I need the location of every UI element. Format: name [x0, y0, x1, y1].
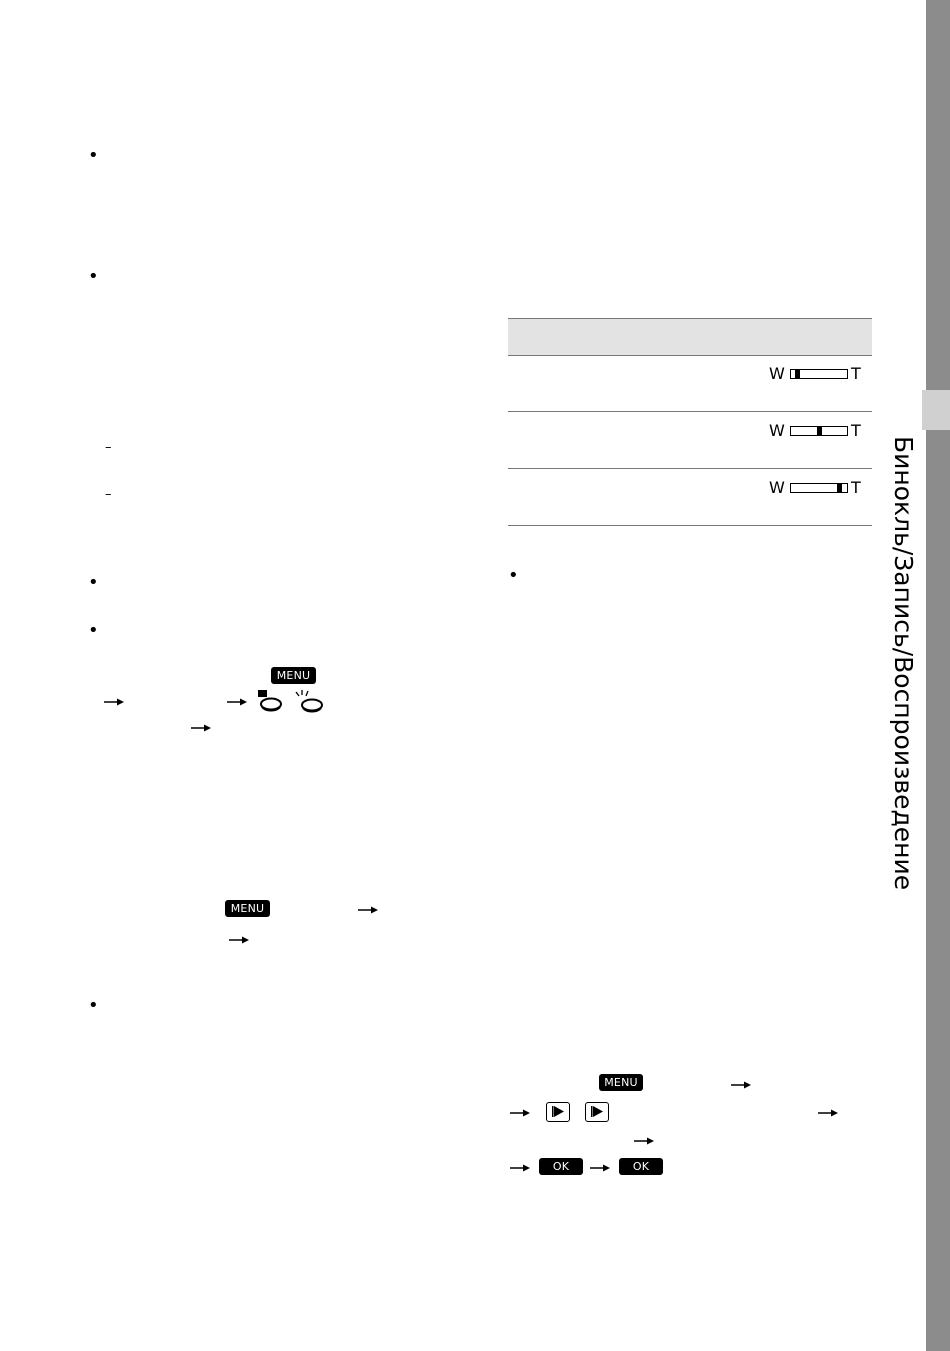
- zoom-tele-label: T: [851, 478, 861, 497]
- dash-1: –: [105, 440, 112, 455]
- arrow-right-icon: [191, 723, 211, 733]
- zoom-table-header: [508, 318, 872, 356]
- ok-button-2[interactable]: OK: [619, 1158, 663, 1175]
- zoom-indicator-bar: [790, 369, 848, 379]
- zoom-tele-label: T: [851, 364, 861, 383]
- bullet-1: •: [88, 145, 99, 166]
- arrow-right-icon: [227, 697, 247, 707]
- bullet-3: •: [88, 572, 99, 593]
- zoom-wide-label: W: [769, 421, 785, 440]
- arrow-right-icon: [510, 1163, 530, 1173]
- sidebar-tab: [922, 390, 950, 430]
- arrow-right-icon: [358, 905, 378, 915]
- sidebar-strip: [926, 0, 950, 1351]
- settings-dial-icon: [292, 688, 324, 714]
- movie-still-mode-icon: [256, 689, 284, 713]
- zoom-table-row: [508, 469, 872, 525]
- menu-button-3[interactable]: MENU: [599, 1074, 643, 1091]
- zoom-wide-label: W: [769, 364, 785, 383]
- zoom-indicator-mark: [817, 426, 822, 436]
- zoom-indicator-mark: [795, 369, 800, 379]
- play-icon: [591, 1106, 603, 1117]
- ok-button-1[interactable]: OK: [539, 1158, 583, 1175]
- arrow-right-icon: [818, 1108, 838, 1118]
- zoom-table-row: [508, 412, 872, 468]
- bullet-right-1: •: [508, 565, 519, 586]
- arrow-right-icon: [731, 1080, 751, 1090]
- bullet-4: •: [88, 620, 99, 641]
- bullet-2: •: [88, 266, 99, 287]
- zoom-wide-label: W: [769, 478, 785, 497]
- arrow-right-icon: [634, 1136, 654, 1146]
- menu-button-2[interactable]: MENU: [225, 900, 270, 917]
- table-divider: [508, 525, 872, 526]
- play-icon: [552, 1106, 564, 1117]
- section-label: Бинокль/Запись/Воспроизведение: [889, 436, 918, 891]
- zoom-tele-label: T: [851, 421, 861, 440]
- menu-button-1[interactable]: MENU: [271, 667, 316, 684]
- zoom-indicator-bar: [790, 483, 848, 493]
- play-button-2[interactable]: [585, 1102, 609, 1122]
- dash-2: –: [105, 487, 112, 502]
- zoom-indicator-bar: [790, 426, 848, 436]
- zoom-indicator-mark: [837, 483, 842, 493]
- arrow-right-icon: [229, 935, 249, 945]
- arrow-right-icon: [510, 1108, 530, 1118]
- bullet-5: •: [88, 995, 99, 1016]
- arrow-right-icon: [590, 1163, 610, 1173]
- zoom-table-row: [508, 355, 872, 411]
- arrow-right-icon: [104, 697, 124, 707]
- play-button-1[interactable]: [546, 1102, 570, 1122]
